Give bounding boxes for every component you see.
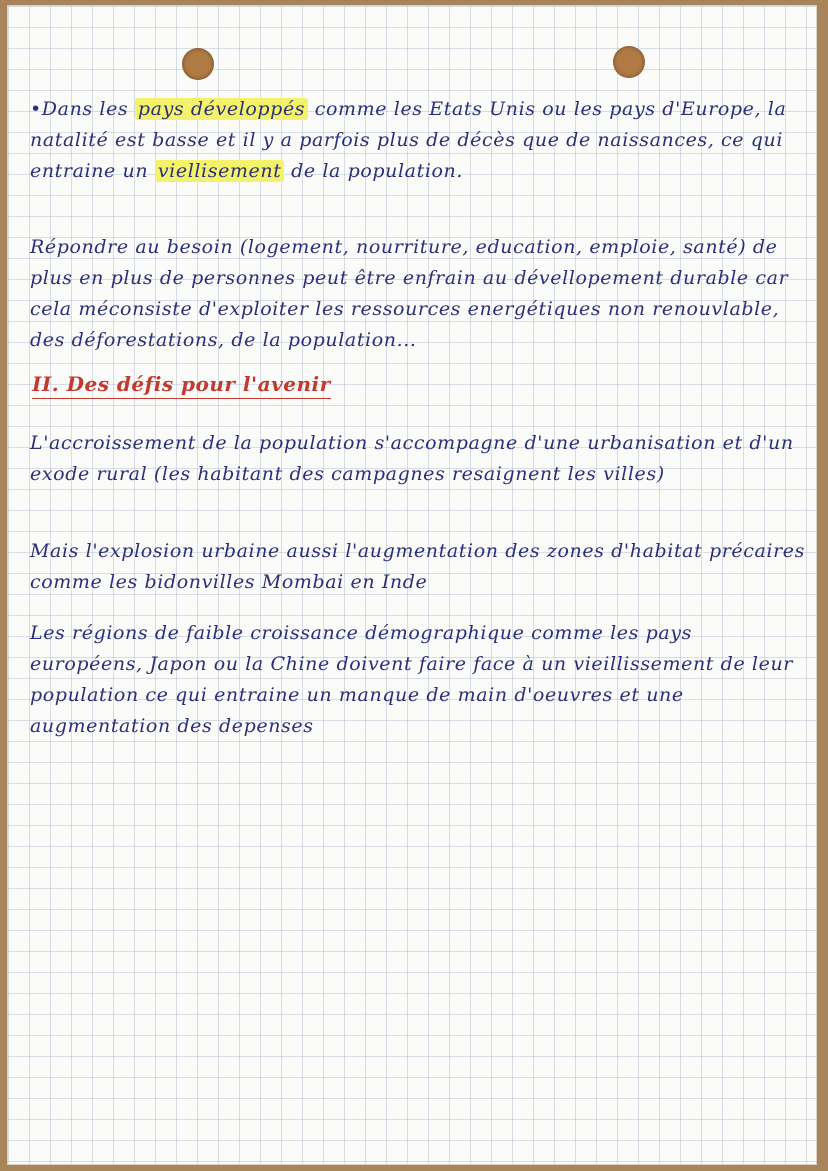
paragraph-natalite: [30, 94, 810, 187]
paragraph-accroissement: L'accroissement de la population s'accompagne d'une urbanisation et d'un exode rural (les habitant des campagnes resaignent les villes): [30, 432, 794, 485]
punch-hole-right: [613, 46, 645, 78]
section-heading: II. Des défis pour l'avenir: [32, 372, 331, 399]
paragraph-besoin: Répondre au besoin (logement, nourriture, education, emploie, santé) de plus en plus de personnes peut être enfrain au dévellopement durable car cela méconsiste d'exploiter les ressources energétiques non renouvlable, des déforestations, de la population...: [30, 236, 789, 351]
highlight-viellisement: viellisement: [155, 160, 285, 182]
paragraph-explosion-urbaine: Mais l'explosion urbaine aussi l'augmentation des zones d'habitat précaires comme les bidonvilles Mombai en Inde: [30, 540, 805, 593]
paragraph-faible-croissance: Les régions de faible croissance démographique comme les pays européens, Japon ou la Chine doivent faire face à un vieillissement de leur population ce qui entraine un manque de main d'oeuvres et une augmentation des depenses: [30, 622, 793, 737]
p1-text-middle: comme les Etats Unis ou les pays d'Europe, la natalité est basse et il y a parfois plus de décès que de naissances, ce qui entraine un: [30, 98, 787, 182]
punch-hole-left: [182, 48, 214, 80]
p1-text-end: de la population.: [284, 160, 464, 182]
highlight-pays-developpes: pays développés: [135, 98, 308, 120]
notebook-page: [8, 6, 816, 1164]
p1-text-start: •Dans les: [30, 98, 135, 120]
